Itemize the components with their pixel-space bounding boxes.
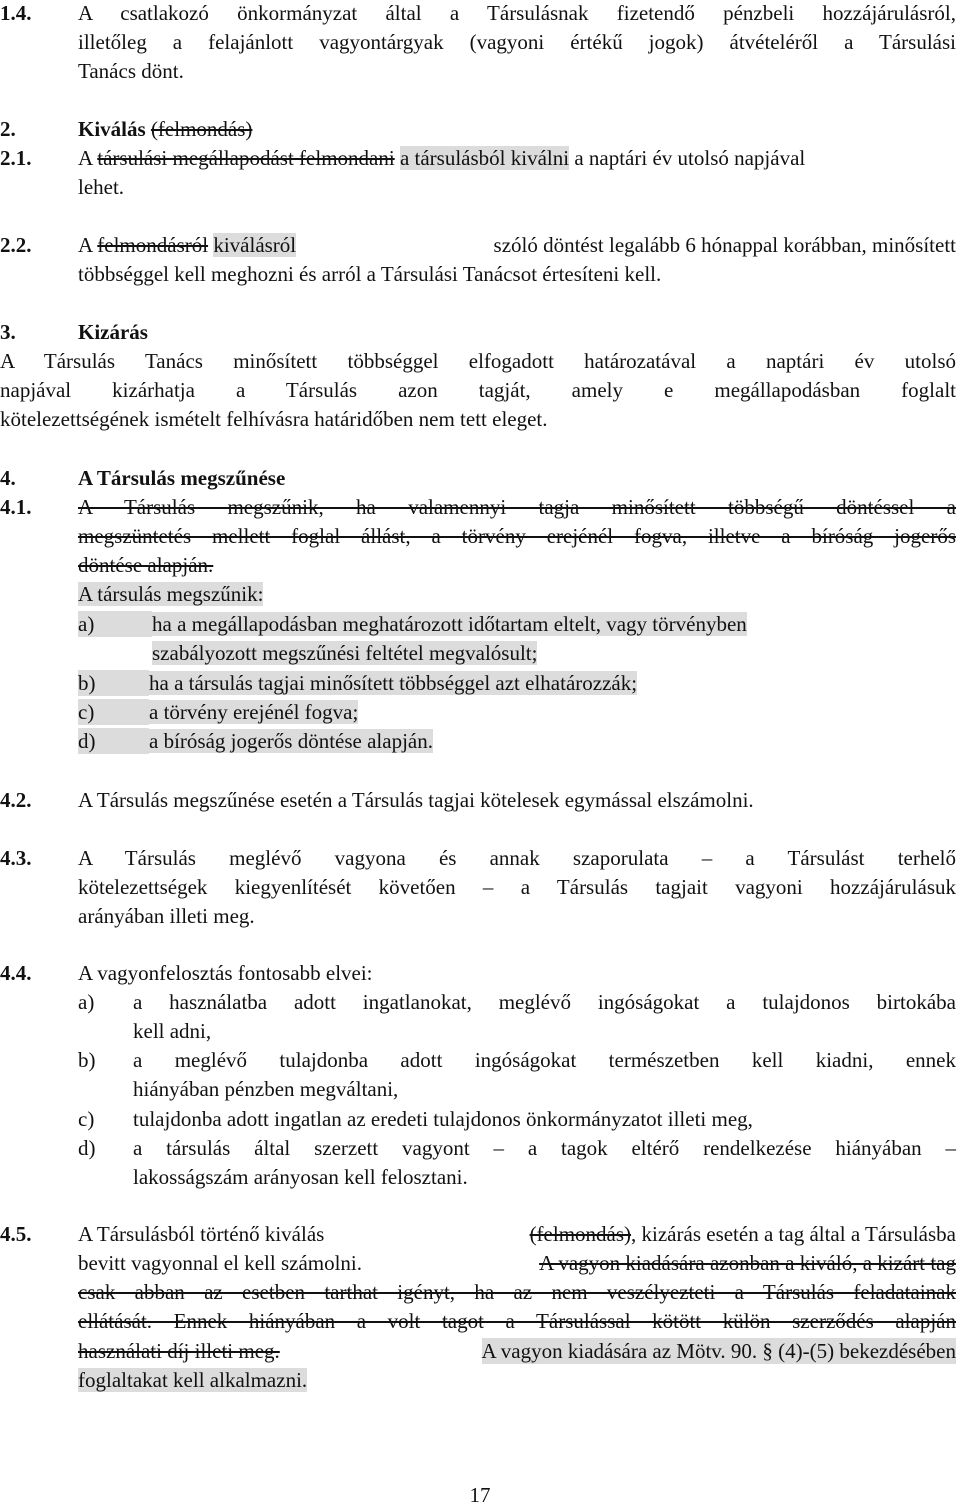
list-item — [78, 611, 747, 637]
list-text: a társulás által szerzett vagyont – a tagok eltérő rendelkezése hiányában – — [133, 1136, 956, 1160]
paragraph-line: kötelezettségek kiegyenlítését követően – a Társulás tagjait vagyoni hozzájárulásuk — [78, 875, 956, 899]
highlighted-text: A vagyon kiadására az Mötv. 90. § (4)-(5) bekezdésében — [481, 1339, 956, 1363]
paragraph-line: Tanács dönt. — [78, 59, 184, 83]
section-number: 4.4. — [0, 961, 32, 985]
paragraph-line: kötelezettségének ismételt felhívásra határidőben nem tett eleget. — [0, 407, 548, 431]
struck-text: használati díj illeti meg. — [78, 1339, 280, 1363]
list-text: kell adni, — [133, 1019, 212, 1043]
text: A — [78, 146, 93, 170]
section-number: 4.1. — [0, 495, 32, 519]
list-text: tulajdonba adott ingatlan az eredeti tulajdonos önkormányzatot illeti meg, — [133, 1107, 753, 1131]
section-heading: Kizárás — [78, 320, 148, 344]
section-number: 4. — [0, 466, 16, 490]
section-number: 4.3. — [0, 846, 32, 870]
paragraph-line: A Társulás megszűnése esetén a Társulás tagjai kötelesek egymással elszámolni. — [78, 788, 754, 812]
paragraph-line: A Társulás Tanács minősített többséggel elfogadott határozatával a naptári év utolsó — [0, 349, 956, 373]
text: bevitt vagyonnal el kell számolni. — [78, 1251, 363, 1275]
list-text: a törvény erejénél fogva; — [149, 700, 359, 724]
section-number: 4.5. — [0, 1222, 32, 1246]
list-text: a bíróság jogerős döntése alapján. — [149, 729, 433, 753]
text: A — [78, 233, 93, 257]
list-marker: c) — [78, 1107, 95, 1131]
paragraph-line — [78, 232, 956, 258]
section-number: 2.2. — [0, 233, 32, 257]
list-text: ha a társulás tagjai minősített többséggel azt elhatározzák; — [149, 671, 638, 695]
section-number: 3. — [0, 320, 16, 344]
paragraph-line: arányában illeti meg. — [78, 904, 255, 928]
paragraph-line — [78, 1338, 956, 1364]
struck-text: A vagyon kiadására azonban a kiváló, a kizárt tag — [539, 1251, 956, 1275]
paragraph-line — [78, 1221, 956, 1247]
list-marker: a) — [78, 611, 152, 637]
section-heading — [78, 116, 252, 142]
struck-text: (felmondás) — [150, 117, 253, 141]
text: A Társulásból történő kiválás — [78, 1222, 325, 1246]
paragraph-line: lehet. — [78, 175, 125, 199]
text: a naptári év utolsó napjával — [574, 146, 806, 170]
section-number: 1.4. — [0, 1, 32, 25]
list-marker: a) — [78, 990, 95, 1014]
list-item — [78, 728, 433, 754]
struck-line: megszüntetés mellett foglal állást, a törvény erejénél fogva, illetve a bíróság jogerős — [78, 524, 956, 548]
section-number: 2.1. — [0, 146, 32, 170]
struck-line: ellátását. Ennek hiányában a volt tagot a Társulással kötött külön szerződés alapján — [78, 1309, 956, 1333]
highlighted-text: kiválásról — [213, 233, 297, 257]
struck-text: társulási megállapodást felmondani — [97, 146, 395, 170]
list-marker: d) — [78, 728, 149, 754]
highlighted-text: a társulásból kiválni — [399, 146, 570, 170]
struck-text: felmondásról — [97, 233, 209, 257]
paragraph-line: napjával kizárhatja a Társulás azon tagját, amely e megállapodásban foglalt — [0, 378, 956, 402]
list-marker: d) — [78, 1136, 96, 1160]
struck-text: (felmondás) — [529, 1222, 632, 1246]
section-number: 4.2. — [0, 788, 32, 812]
list-text: hiányában pénzben megváltani, — [133, 1077, 399, 1101]
list-intro — [78, 581, 263, 607]
list-intro: A vagyonfelosztás fontosabb elvei: — [78, 961, 373, 985]
text: , kizárás esetén a tag által a Társulásba — [631, 1222, 956, 1246]
struck-line: döntése alapján. — [78, 553, 214, 577]
list-text: a használatba adott ingatlanokat, meglévő ingóságokat a tulajdonos birtokába — [133, 990, 956, 1014]
list-text: a meglévő tulajdonba adott ingóságokat természetben kell kiadni, ennek — [133, 1048, 956, 1072]
highlighted-text: A társulás megszűnik: — [78, 582, 264, 606]
section-heading: A Társulás megszűnése — [78, 466, 286, 490]
list-marker: b) — [78, 1048, 96, 1072]
list-item-continuation — [152, 640, 537, 666]
list-text: ha a megállapodásban meghatározott időtartam eltelt, vagy törvényben — [152, 612, 747, 636]
heading-text: Kiválás — [78, 117, 146, 141]
list-item — [78, 670, 637, 696]
section-number: 2. — [0, 117, 16, 141]
highlighted-text: foglaltakat kell alkalmazni. — [78, 1368, 308, 1392]
list-marker: c) — [78, 699, 149, 725]
list-text: lakosságszám arányosan kell felosztani. — [133, 1165, 468, 1189]
list-text: szabályozott megszűnési feltétel megvalósult; — [152, 641, 538, 665]
paragraph-line — [78, 1367, 307, 1393]
paragraph-line: A csatlakozó önkormányzat által a Társulásnak fizetendő pénzbeli hozzájárulásról, — [78, 1, 956, 25]
paragraph-line — [78, 1250, 956, 1276]
list-marker: b) — [78, 670, 149, 696]
struck-line: csak abban az esetben tarthat igényt, ha az nem veszélyezteti a Társulás feladatainak — [78, 1280, 956, 1304]
page-number: 17 — [469, 1483, 491, 1507]
list-item — [78, 699, 358, 725]
paragraph-line — [78, 145, 805, 171]
paragraph-line: A Társulás meglévő vagyona és annak szaporulata – a Társulást terhelő — [78, 846, 956, 870]
text: szóló döntést legalább 6 hónappal korábban, minősített — [493, 233, 956, 257]
struck-line: A Társulás megszűnik, ha valamennyi tagja minősített többségű döntéssel a — [78, 495, 956, 519]
paragraph-line: többséggel kell meghozni és arról a Társulási Tanácsot értesíteni kell. — [78, 262, 662, 286]
paragraph-line: illetőleg a felajánlott vagyontárgyak (vagyoni értékű jogok) átvételéről a Társulási — [78, 30, 956, 54]
